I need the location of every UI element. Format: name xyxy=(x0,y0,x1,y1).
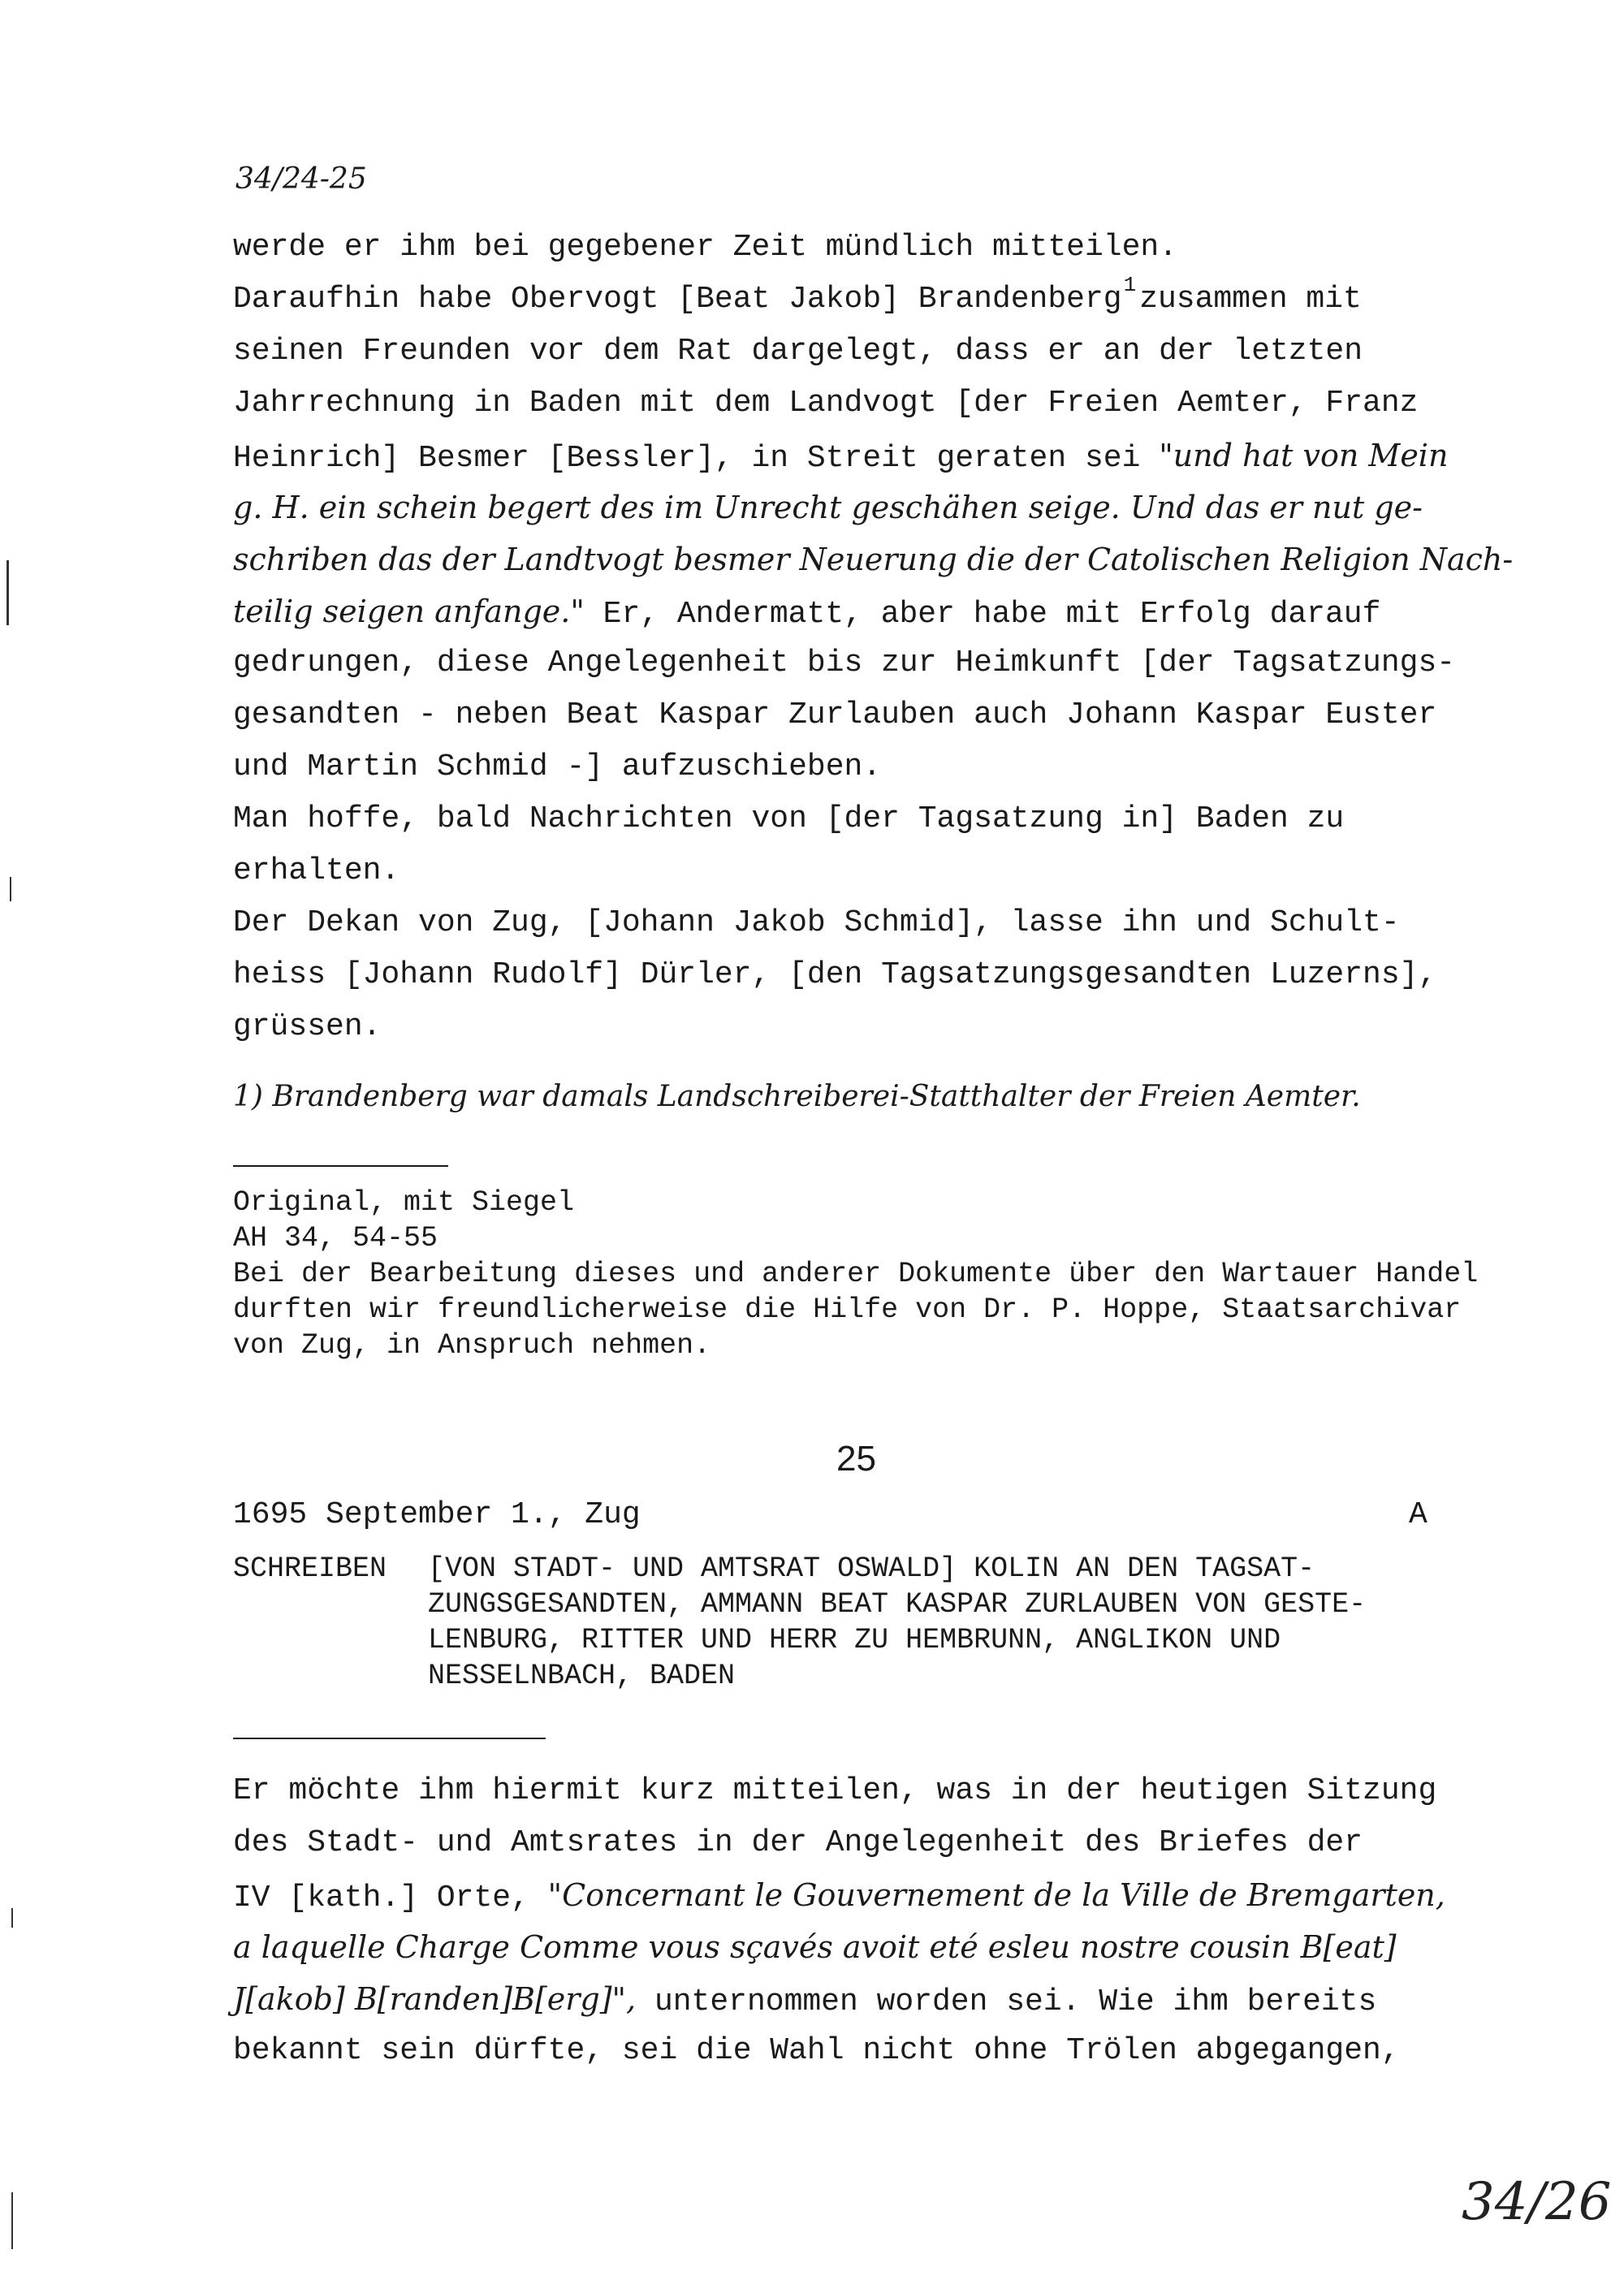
source-line-4: durften wir freundlicherweise die Hilfe von Dr. P. Hoppe, Staatsarchivar xyxy=(233,1293,1462,1326)
source-line-1: Original, mit Siegel xyxy=(233,1186,575,1219)
source-line-3: Bei der Bearbeitung dieses und anderer Dokumente über den Wartauer Handel xyxy=(233,1258,1479,1290)
divider-rule xyxy=(233,1738,546,1739)
doc24-line-8 xyxy=(233,593,1380,633)
doc25-body-line-4: a laquelle Charge Comme vous sçavés avoit eté esleu nostre cousin B[eat] xyxy=(233,1929,1397,1965)
doc25-body-line-2: des Stadt- und Amtsrates in der Angelegenheit des Briefes der xyxy=(233,1825,1363,1860)
doc24-line-5 xyxy=(233,437,1448,477)
doc24-line-7: schriben das der Landtvogt besmer Neuerung die der Catolischen Religion Nach- xyxy=(233,542,1514,577)
doc24-line-1: werde er ihm bei gegebener Zeit mündlich mitteilen. xyxy=(233,230,1177,265)
doc24-line-5-quote: "und hat von Mein xyxy=(1159,438,1449,473)
doc24-line-8-quote: teilig seigen anfange." xyxy=(233,594,585,629)
doc24-line-2-text: Daraufhin habe Obervogt [Beat Jakob] Brandenberg xyxy=(233,282,1122,317)
title-line-1: [VON STADT- UND AMTSRAT OSWALD] KOLIN AN DEN TAGSAT- xyxy=(428,1552,1315,1585)
doc25-body-line-3 xyxy=(233,1876,1445,1917)
letter-code: A xyxy=(1409,1497,1427,1532)
divider-rule xyxy=(233,1165,448,1167)
handwritten-page-number: 34/26 xyxy=(1462,2172,1612,2232)
doc25-body-line-3-text: IV [kath.] Orte, xyxy=(233,1881,529,1915)
doc24-line-2 xyxy=(233,273,1362,320)
scan-edge-mark xyxy=(11,2192,13,2249)
title-line-4: NESSELNBACH, BADEN xyxy=(428,1660,736,1692)
scan-edge-mark xyxy=(11,1908,13,1928)
source-line-2: AH 34, 54-55 xyxy=(233,1222,438,1254)
source-line-5: von Zug, in Anspruch nehmen. xyxy=(233,1329,711,1362)
doc24-line-10: gesandten - neben Beat Kaspar Zurlauben auch Johann Kaspar Euster xyxy=(233,697,1437,732)
footnote-marker: 1 xyxy=(1123,273,1137,297)
title-label: SCHREIBEN xyxy=(233,1552,387,1585)
doc24-line-8-text: Er, Andermatt, aber habe mit Erfolg darauf xyxy=(603,597,1381,632)
page-reference: 34/24-25 xyxy=(235,162,367,196)
doc24-line-15: heiss [Johann Rudolf] Dürler, [den Tagsatzungsgesandten Luzerns], xyxy=(233,957,1437,992)
doc24-line-3: seinen Freunden vor dem Rat dargelegt, dass er an der letzten xyxy=(233,334,1363,369)
title-line-2: ZUNGSGESANDTEN, AMMANN BEAT KASPAR ZURLAUBEN VON GESTE- xyxy=(428,1588,1367,1621)
doc25-body-line-5-quote: J[akob] B[randen]B[erg]", xyxy=(233,1981,637,2017)
doc25-body-line-5 xyxy=(233,1980,1376,2021)
doc24-line-16: grüssen. xyxy=(233,1009,382,1044)
footnote: 1) Brandenberg war damals Landschreiberei-Statthalter der Freien Aemter. xyxy=(233,1080,1361,1113)
document-number: 25 xyxy=(836,1439,876,1479)
doc24-line-4: Jahrrechnung in Baden mit dem Landvogt [der Freien Aemter, Franz xyxy=(233,386,1419,421)
doc24-line-9: gedrungen, diese Angelegenheit bis zur Heimkunft [der Tagsatzungs- xyxy=(233,646,1456,680)
doc24-line-12: Man hoffe, bald Nachrichten von [der Tagsatzung in] Baden zu xyxy=(233,801,1345,836)
doc25-body-line-1: Er möchte ihm hiermit kurz mitteilen, was in der heutigen Sitzung xyxy=(233,1773,1437,1808)
title-line-3: LENBURG, RITTER UND HERR ZU HEMBRUNN, ANGLIKON UND xyxy=(428,1624,1281,1656)
doc25-body-line-3-quote: "Concernant le Gouvernement de la Ville de Bremgarten, xyxy=(547,1877,1445,1913)
doc25-body-line-5-text: unternommen worden sei. Wie ihm bereits xyxy=(654,1984,1377,2019)
scan-edge-mark xyxy=(10,877,11,901)
doc24-line-13: erhalten. xyxy=(233,853,400,888)
doc25-body-line-6: bekannt sein dürfte, sei die Wahl nicht ohne Trölen abgegangen, xyxy=(233,2033,1400,2068)
scan-edge-mark xyxy=(6,560,9,625)
doc24-line-6: g. H. ein schein begert des im Unrecht geschähen seige. Und das er nut ge- xyxy=(233,490,1423,525)
doc24-line-2-rest: zusammen mit xyxy=(1139,282,1362,317)
doc24-line-11: und Martin Schmid -] aufzuschieben. xyxy=(233,749,882,784)
doc24-line-5-text: Heinrich] Besmer [Bessler], in Streit geraten sei xyxy=(233,441,1141,476)
doc24-line-14: Der Dekan von Zug, [Johann Jakob Schmid], lasse ihn und Schult- xyxy=(233,905,1400,940)
date-place: 1695 September 1., Zug xyxy=(233,1497,641,1532)
